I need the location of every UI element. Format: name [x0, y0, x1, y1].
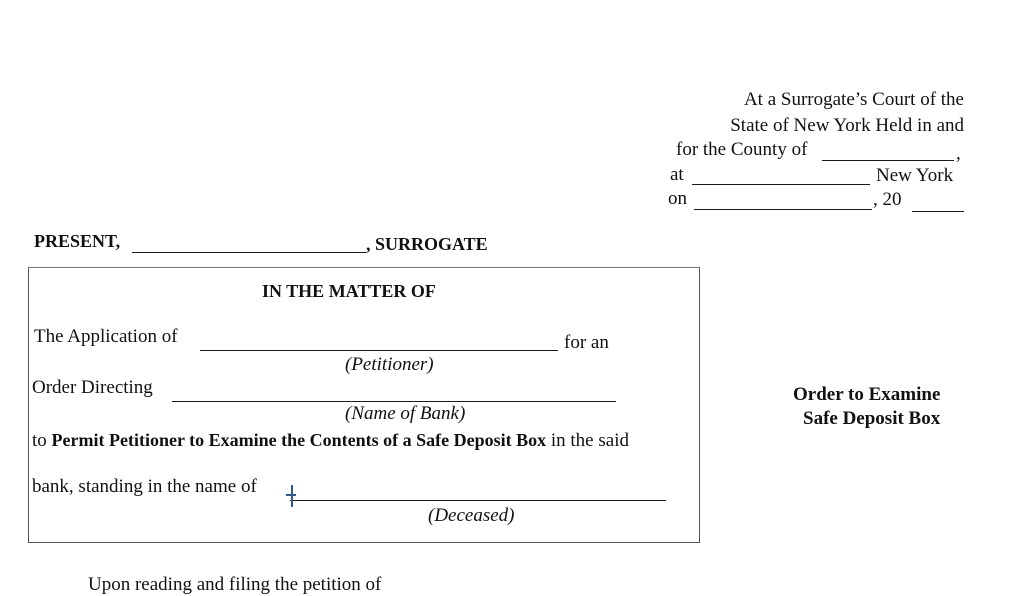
order-directing-label: Order Directing [32, 377, 153, 398]
permit-line [32, 430, 629, 452]
court-header-line-2: State of New York Held in and [730, 115, 964, 136]
text-cursor-crossbar [286, 494, 296, 496]
date-blank[interactable] [694, 209, 872, 210]
county-label: for the County of [676, 139, 808, 160]
surrogate-name-blank[interactable] [132, 252, 366, 253]
text-cursor-icon [291, 485, 293, 507]
state-label: New York [876, 165, 954, 186]
petitioner-blank[interactable] [200, 350, 558, 351]
for-an-label: for an [564, 332, 609, 353]
bank-blank[interactable] [172, 401, 616, 402]
location-blank[interactable] [692, 184, 870, 185]
permit-suffix: in the said [550, 430, 629, 451]
body-partial-line: Upon reading and filing the petition of [88, 574, 382, 595]
surrogate-label: , SURROGATE [366, 234, 488, 254]
present-label: PRESENT, [34, 231, 121, 251]
court-header-line-1: At a Surrogate’s Court of the [743, 89, 964, 110]
document-title-line-1: Order to Examine [793, 384, 941, 405]
year-blank[interactable] [912, 211, 964, 212]
application-of-label: The Application of [34, 326, 178, 347]
standing-label: bank, standing in the name of [32, 476, 257, 497]
year-prefix: , 20 [873, 189, 902, 210]
bank-caption: (Name of Bank) [345, 403, 466, 424]
permit-prefix: to [32, 430, 47, 451]
permit-text: Permit Petitioner to Examine the Contents of a Safe Deposit Box [51, 430, 547, 450]
county-blank[interactable] [822, 160, 954, 161]
deceased-caption: (Deceased) [428, 505, 515, 526]
county-comma: , [956, 143, 961, 164]
caption-heading: IN THE MATTER OF [262, 281, 436, 301]
at-label: at [670, 164, 684, 185]
on-label: on [668, 188, 687, 209]
petitioner-caption: (Petitioner) [345, 354, 434, 375]
document-title-line-2: Safe Deposit Box [803, 408, 941, 429]
deceased-blank[interactable] [290, 500, 666, 501]
